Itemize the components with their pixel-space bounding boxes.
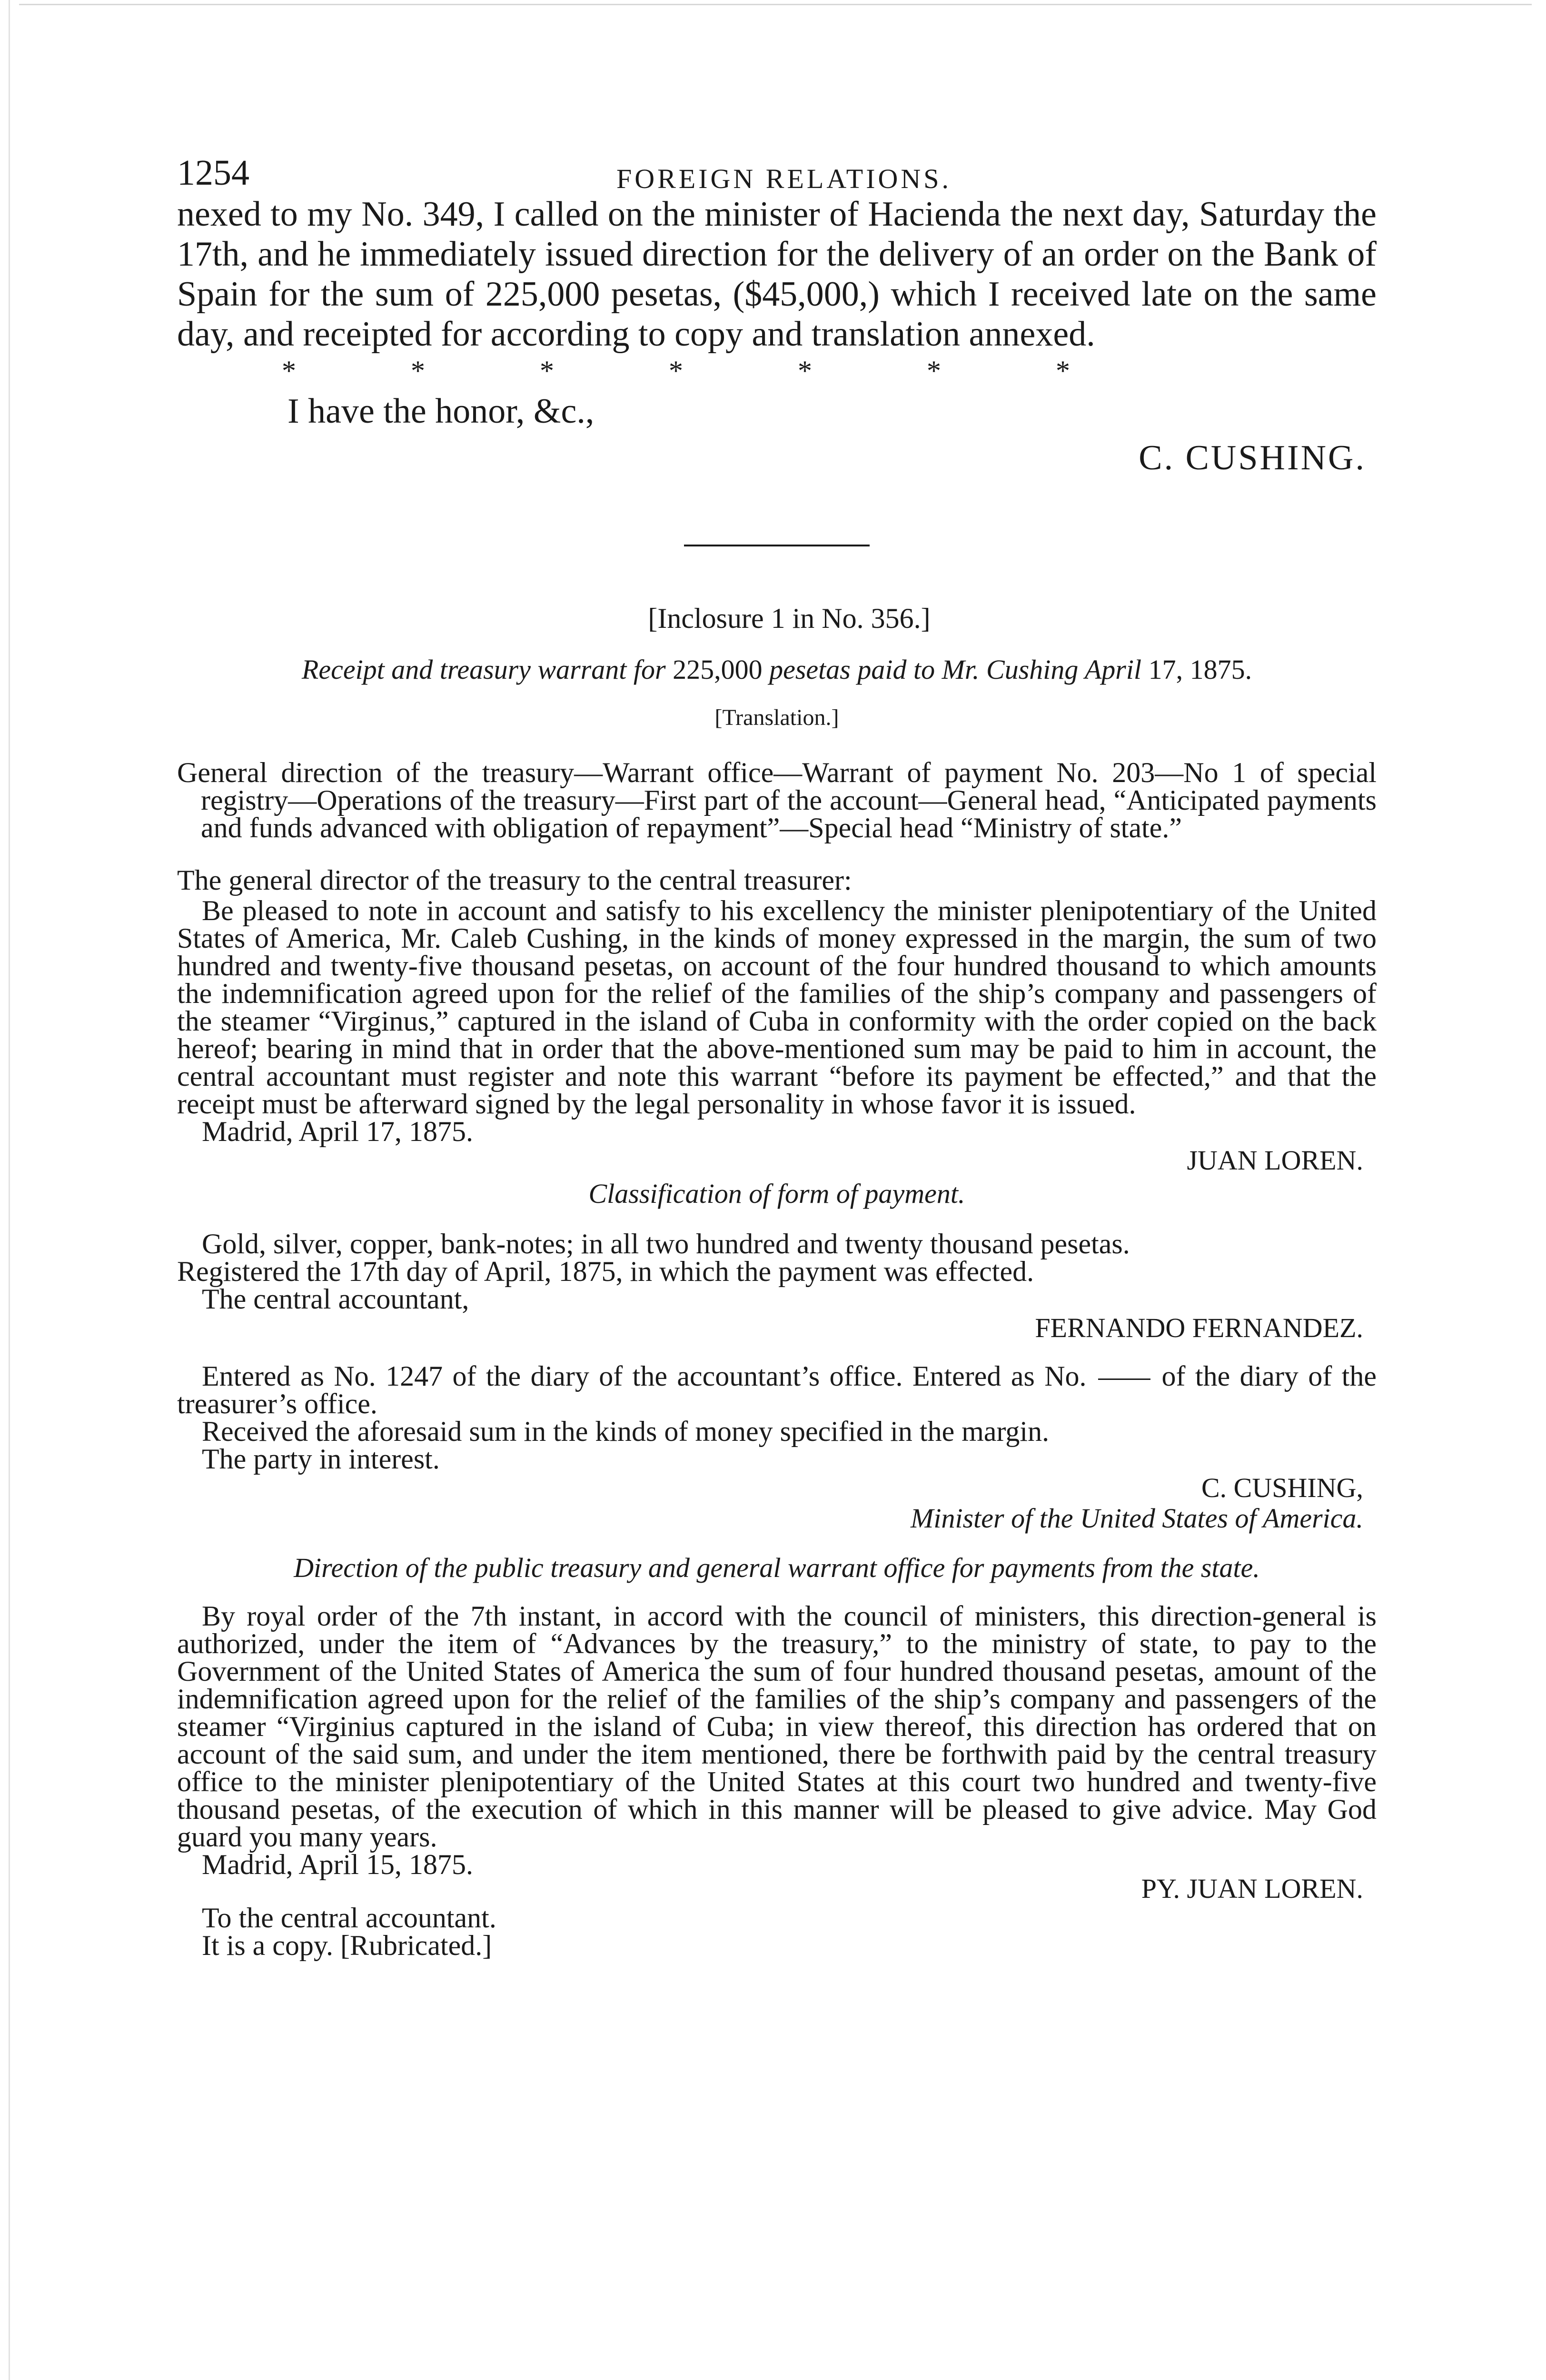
direction-copy-line: It is a copy. [Rubricated.] bbox=[202, 1930, 492, 1961]
entered-part-1: Entered as No. 1247 of the diary of the accountant’s office. Entered as No. bbox=[202, 1360, 1087, 1392]
entered-line bbox=[177, 1362, 1377, 1418]
warrant-signature: JUAN LOREN. bbox=[1187, 1145, 1363, 1176]
document-page bbox=[177, 152, 1377, 1959]
page-top-edge bbox=[19, 4, 1532, 5]
accountant-label: The central accountant, bbox=[202, 1283, 469, 1315]
inclosure-subtitle bbox=[177, 653, 1377, 686]
translation-note: [Translation.] bbox=[714, 705, 839, 730]
letter-paragraph: nexed to my No. 349, I called on the minister of Hacienda the next day, Saturday the 17th, and he immediately issued direction for the delivery of an order on the Bank of Spain for the sum of 225,000 pesetas, ($45,000,) which I received late on the same day, and receipted for according to copy and translation annexed. bbox=[177, 195, 1377, 354]
warrant-header-block: General direction of the treasury—Warrant office—Warrant of payment No. 203—No 1 of special registry—Operations of the treasury—First part of the account—General head, “Anticipated payments and funds advanced with obligation of repayment”—Special head “Ministry of state.” bbox=[177, 757, 1377, 843]
direction-date: Madrid, April 15, 1875. bbox=[202, 1849, 473, 1880]
page-number: 1254 bbox=[177, 153, 249, 193]
running-head bbox=[177, 152, 1377, 195]
section-divider bbox=[684, 545, 870, 546]
cushing-title: Minister of the United States of America. bbox=[911, 1503, 1363, 1534]
party-line: The party in interest. bbox=[202, 1443, 440, 1475]
direction-signature: PY. JUAN LOREN. bbox=[1141, 1873, 1363, 1904]
classification-line: Gold, silver, copper, bank-notes; in all two hundred and twenty thousand pesetas. bbox=[202, 1228, 1130, 1259]
cushing-signature: C. CUSHING, bbox=[1201, 1472, 1363, 1503]
inclosure-label: [Inclosure 1 in No. 356.] bbox=[648, 603, 931, 634]
warrant-address: The general director of the treasury to the central treasurer: bbox=[177, 864, 852, 896]
subtitle-part-2: pesetas paid to Mr. Cushing April bbox=[769, 654, 1142, 685]
warrant-body: Be pleased to note in account and satisfy to his excellency the minister plenipotentiary of the United States of America, Mr. Caleb Cushing, in the kinds of money expressed in the margin, the sum of two hundred and twenty-five thousand pesetas, on account of the four hundred thousand to which amounts the indemnification agreed upon for the relief of the families of the ship’s company and passengers of the steamer “Virginus,” captured in the island of Cuba in conformity with the order copied on the back hereof; bearing in mind that in order that the above-mentioned sum may be paid to him in account, the central accountant must register and note this warrant “before its payment be effected,” and that the receipt must be afterward signed by the legal personality in whose favor it is issued. bbox=[177, 895, 1377, 1120]
letter-closing: I have the honor, &c., bbox=[287, 392, 595, 431]
accountant-signature: FERNANDO FERNANDEZ. bbox=[1035, 1312, 1363, 1343]
subtitle-amount: 225,000 bbox=[673, 654, 763, 685]
running-title: FOREIGN RELATIONS. bbox=[616, 163, 952, 194]
subtitle-part-1: Receipt and treasury warrant for bbox=[301, 654, 666, 685]
letter-signature: C. CUSHING. bbox=[1139, 438, 1366, 477]
page-left-edge bbox=[9, 0, 10, 2380]
direction-to-line: To the central accountant. bbox=[202, 1902, 496, 1934]
direction-heading: Direction of the public treasury and general warrant office for payments from the state. bbox=[294, 1552, 1260, 1583]
blank-number-rule bbox=[1098, 1378, 1150, 1380]
registered-line: Registered the 17th day of April, 1875, in which the payment was effected. bbox=[177, 1256, 1034, 1287]
direction-body: By royal order of the 7th instant, in accord with the council of ministers, this direction-general is authorized, under the item of “Advances by the treasury,” to the ministry of state, to pay to the Government of the United States of America the sum of four hundred thousand pesetas, amount of the indemnification agreed upon for the relief of the families of the ship’s company and passengers of the steamer “Virginius captured in the island of Cuba; in view thereof, this direction has ordered that on account of the said sum, and under the item mentioned, there be forthwith paid by the central treasury office to the minister plenipotentiary of the United States at this court two hundred and twenty-five thousand pesetas, of the execution of which in this manner will be pleased to give advice. May God guard you many years. bbox=[177, 1600, 1377, 1853]
subtitle-date: 17, 1875. bbox=[1148, 654, 1252, 685]
received-line: Received the aforesaid sum in the kinds of money specified in the margin. bbox=[202, 1416, 1050, 1447]
classification-heading: Classification of form of payment. bbox=[588, 1178, 965, 1209]
warrant-date: Madrid, April 17, 1875. bbox=[202, 1116, 473, 1147]
ellipsis-stars: * * * * * * * bbox=[282, 355, 1070, 387]
entered-part-2: of the diary of the treasurer’s office. bbox=[177, 1360, 1377, 1419]
